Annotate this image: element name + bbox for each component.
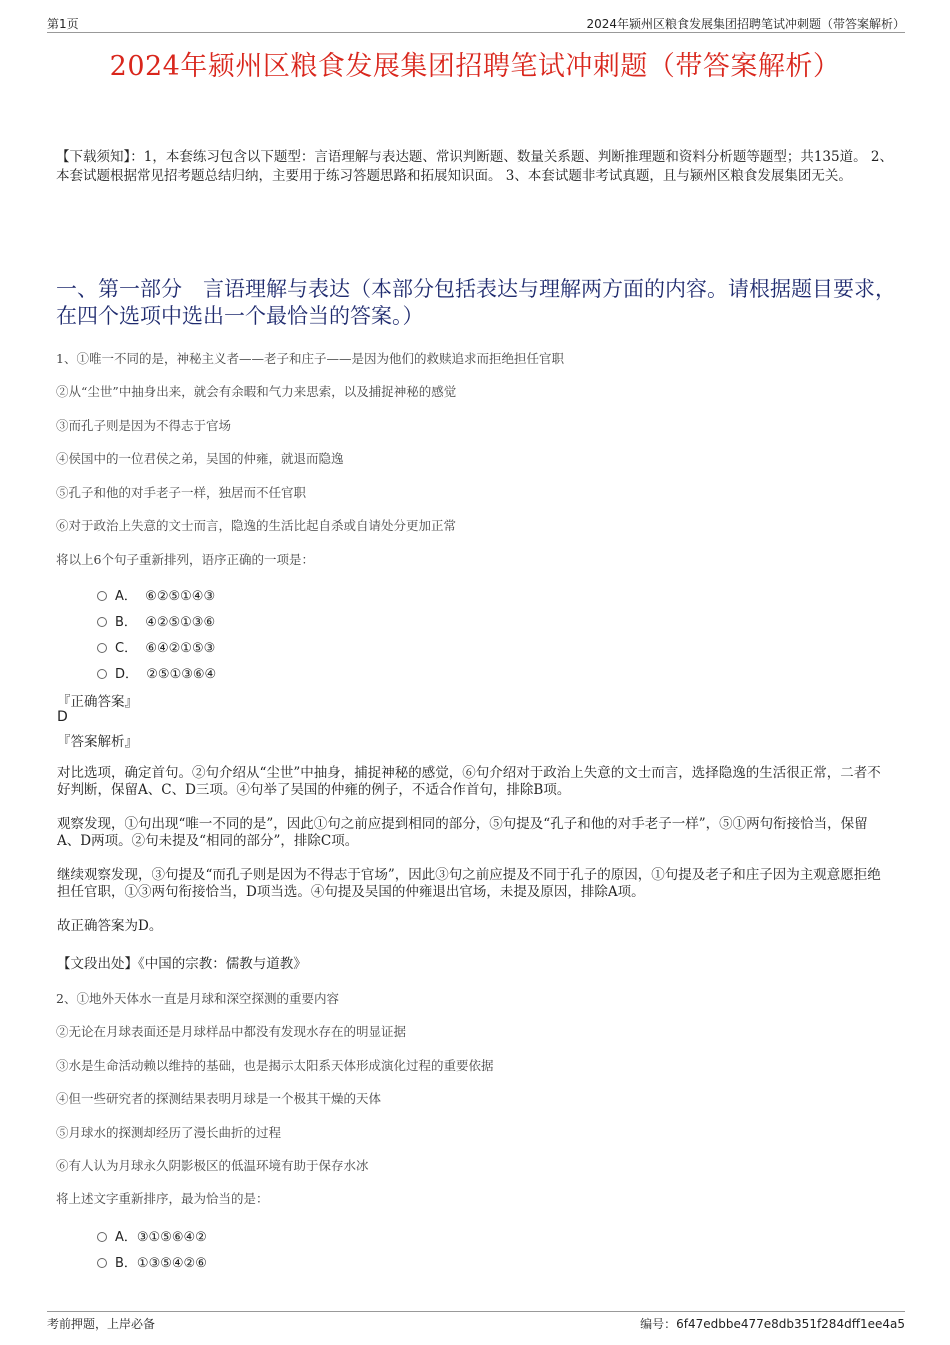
analysis-paragraph: 故正确答案为D。 (57, 918, 163, 934)
analysis-paragraph: 对比选项，确定首句。②句介绍从“尘世”中抽身，捕捉神秘的感觉，⑥句介绍对于政治上失意的文士而言，选择隐逸的生活很正常，二者不好判断，保留A、C、D三项。④句举了吴国的仲雍的例子，不适合作首句，排除B项。 (57, 765, 881, 798)
page-title: 2024年颍州区粮食发展集团招聘笔试冲刺题（带答案解析） (109, 51, 841, 82)
q1-option-b[interactable]: B． ④②⑤①③⑥ (97, 611, 215, 630)
answer-value: D (57, 709, 68, 725)
page-footer (47, 1311, 905, 1334)
download-notice: 【下载须知】：1，本套练习包含以下题型：言语理解与表达题、常识判断题、数量关系题、判断推理题和资料分析题等题型；共135道。 2、本套试题根据常见招考题总结归纳，主要用于练习答题思路和拓展知识面。 3、本套试题非考试真题，且与颍州区粮食发展集团无关。 (56, 149, 893, 184)
q1-option-d[interactable]: D． ②⑤①③⑥④ (97, 663, 216, 682)
q2-line: ⑥有人认为月球永久阴影极区的低温环境有助于保存水冰 (56, 1158, 369, 1173)
page-number: 第1页 (47, 17, 79, 31)
q2-line: ②无论在月球表面还是月球样品中都没有发现水存在的明显证据 (56, 1024, 407, 1039)
page-header (47, 14, 905, 33)
radio-icon[interactable] (97, 669, 107, 679)
q1-prompt: 将以上6个句子重新排列，语序正确的一项是： (56, 552, 314, 567)
analysis-paragraph: 观察发现，①句出现“唯一不同的是”，因此①句之前应提到相同的部分，⑤句提及“孔子和他的对手老子一样”，⑤①两句衔接恰当，保留A、D两项。②句未提及“相同的部分”，排除C项。 (57, 816, 868, 849)
radio-icon[interactable] (97, 643, 107, 653)
q2-prompt: 将上述文字重新排序，最为恰当的是： (56, 1191, 269, 1206)
radio-icon[interactable] (97, 1258, 107, 1268)
q1-line: ⑤孔子和他的对手老子一样，独居而不任官职 (56, 485, 307, 500)
analysis-label: 『答案解析』 (57, 734, 138, 750)
radio-icon[interactable] (97, 591, 107, 601)
q2-line: ③水是生命活动赖以维持的基础，也是揭示太阳系天体形成演化过程的重要依据 (56, 1058, 494, 1073)
q1-line: ④侯国中的一位君侯之弟，吴国的仲雍，就退而隐逸 (56, 451, 344, 466)
q1-line: ③而孔子则是因为不得志于官场 (56, 418, 232, 433)
answer-label: 『正确答案』 (57, 694, 138, 710)
q1-line: 1、①唯一不同的是，神秘主义者——老子和庄子——是因为他们的救赎追求而拒绝担任官职 (56, 351, 564, 366)
q1-line: ⑥对于政治上失意的文士而言，隐逸的生活比起自杀或自请处分更加正常 (56, 518, 457, 533)
q1-line: ②从“尘世”中抽身出来，就会有余暇和气力来思索，以及捕捉神秘的感觉 (56, 384, 457, 399)
footer-slogan: 考前押题，上岸必备 (47, 1317, 156, 1331)
analysis-paragraph: 继续观察发现，③句提及“而孔子则是因为不得志于官场”，因此③句之前应提及不同于孔子的原因，①句提及老子和庄子因为主观意愿拒绝担任官职，①③两句衔接恰当，D项当选。④句提及吴国的仲雍退出官场，未提及原因，排除A项。 (57, 867, 881, 900)
q2-option-a[interactable]: A．③①⑤⑥④② (97, 1226, 207, 1245)
q2-line: 2、①地外天体水一直是月球和深空探测的重要内容 (56, 991, 339, 1006)
radio-icon[interactable] (97, 1232, 107, 1242)
q2-line: ④但一些研究者的探测结果表明月球是一个极其干燥的天体 (56, 1091, 382, 1106)
text-source: 【文段出处】《中国的宗教：儒教与道教》 (57, 956, 307, 972)
q1-option-a[interactable]: A． ⑥②⑤①④③ (97, 585, 215, 604)
q1-option-c[interactable]: C． ⑥④②①⑤③ (97, 637, 215, 656)
radio-icon[interactable] (97, 617, 107, 627)
q2-line: ⑤月球水的探测却经历了漫长曲折的过程 (56, 1125, 282, 1140)
q2-option-b[interactable]: B．①③⑤④②⑥ (97, 1252, 207, 1271)
footer-doc-id: 编号：6f47edbbe477e8db351f284dff1ee4a5 (640, 1317, 905, 1331)
section-title: 一、第一部分 言语理解与表达（本部分包括表达与理解两方面的内容。请根据题目要求，在四个选项中选出一个最恰当的答案。） (56, 277, 896, 328)
header-doc-title: 2024年颍州区粮食发展集团招聘笔试冲刺题（带答案解析） (586, 17, 905, 31)
